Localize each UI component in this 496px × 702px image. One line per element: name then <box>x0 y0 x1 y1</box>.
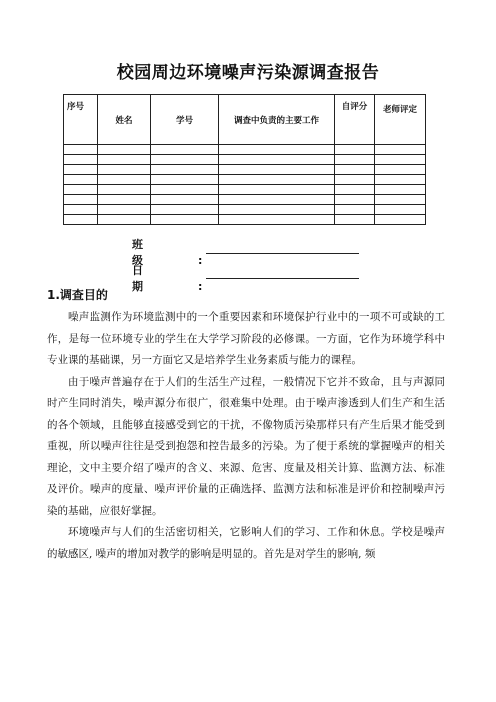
class-colon: : <box>198 254 203 267</box>
table-cell[interactable] <box>64 195 98 205</box>
header-task: 调查中负责的主要工作 <box>219 95 335 145</box>
table-cell[interactable] <box>98 195 151 205</box>
table-cell[interactable] <box>335 195 375 205</box>
paragraph-1: 噪声监测作为环境监测中的一个重要因素和环境保护行业中的一项不可或缺的工作，是每一位环境专业的学生在大学学习阶段的必修课。一方面，它作为环境学科中专业课的基础课，另一方面它又是培养学生业务素质与能力的课程。 <box>47 311 445 366</box>
table-body <box>64 145 426 225</box>
table-cell[interactable] <box>64 205 98 215</box>
table-cell[interactable] <box>219 195 335 205</box>
table-cell[interactable] <box>64 175 98 185</box>
table-cell[interactable] <box>335 155 375 165</box>
table-cell[interactable] <box>151 175 219 185</box>
header-seq: 序号 <box>64 95 98 145</box>
table-cell[interactable] <box>151 165 219 175</box>
table-cell[interactable] <box>375 165 426 175</box>
class-field[interactable] <box>206 253 359 254</box>
table-cell[interactable] <box>98 185 151 195</box>
table-row <box>64 215 426 225</box>
table-cell[interactable] <box>151 215 219 225</box>
date-label: 日 期 <box>132 264 157 293</box>
table-cell[interactable] <box>219 165 335 175</box>
header-name: 姓名 <box>98 95 151 145</box>
section-body <box>47 307 445 565</box>
table-row <box>64 205 426 215</box>
table-cell[interactable] <box>64 165 98 175</box>
header-teacher-score: 老师评定 <box>375 95 426 145</box>
table-cell[interactable] <box>151 155 219 165</box>
table-cell[interactable] <box>335 205 375 215</box>
table-cell[interactable] <box>375 195 426 205</box>
table-cell[interactable] <box>375 185 426 195</box>
report-title: 校园周边环境噪声污染源调查报告 <box>116 63 380 83</box>
table-cell[interactable] <box>151 205 219 215</box>
table-cell[interactable] <box>375 175 426 185</box>
table-cell[interactable] <box>64 215 98 225</box>
table-cell[interactable] <box>335 175 375 185</box>
table-cell[interactable] <box>98 215 151 225</box>
table-row <box>64 165 426 175</box>
table-row <box>64 145 426 155</box>
section-heading: 1.调查目的 <box>47 288 108 302</box>
table-cell[interactable] <box>219 175 335 185</box>
date-row <box>132 262 216 294</box>
table-cell[interactable] <box>219 205 335 215</box>
table-cell[interactable] <box>64 155 98 165</box>
table-cell[interactable] <box>151 185 219 195</box>
table-cell[interactable] <box>335 185 375 195</box>
header-student-id: 学号 <box>151 95 219 145</box>
table-cell[interactable] <box>98 165 151 175</box>
table-row <box>64 185 426 195</box>
date-field[interactable] <box>206 278 359 279</box>
table-cell[interactable] <box>64 185 98 195</box>
table-cell[interactable] <box>98 205 151 215</box>
table-cell[interactable] <box>219 185 335 195</box>
paragraph-3: 环境噪声与人们的生活密切相关，它影响人们的学习、工作和休息。学校是噪声的敏感区, 噪声的增加对教学的影响是明显的。首先是对学生的影响, 频 <box>47 526 445 560</box>
table-row <box>64 195 426 205</box>
table-cell[interactable] <box>151 195 219 205</box>
table-cell[interactable] <box>151 145 219 155</box>
table-cell[interactable] <box>219 145 335 155</box>
table-cell[interactable] <box>219 215 335 225</box>
header-self-score: 自评分 <box>335 95 375 145</box>
table-row <box>64 155 426 165</box>
member-table <box>63 94 426 225</box>
table-header-row <box>64 95 426 145</box>
date-colon: : <box>198 280 203 293</box>
table-cell[interactable] <box>98 175 151 185</box>
table-cell[interactable] <box>64 145 98 155</box>
table-cell[interactable] <box>375 215 426 225</box>
class-label: 班 级 <box>132 238 157 267</box>
table-row <box>64 175 426 185</box>
table-cell[interactable] <box>375 205 426 215</box>
table-cell[interactable] <box>98 155 151 165</box>
table-cell[interactable] <box>375 145 426 155</box>
table-cell[interactable] <box>98 145 151 155</box>
table-cell[interactable] <box>335 165 375 175</box>
table-cell[interactable] <box>335 145 375 155</box>
table-cell[interactable] <box>375 155 426 165</box>
table-cell[interactable] <box>335 215 375 225</box>
table-cell[interactable] <box>219 155 335 165</box>
paragraph-2: 由于噪声普遍存在于人们的生活生产过程，一般情况下它并不致命，且与声源同时产生同时消失，噪声源分布很广，很难集中处理。由于噪声渗透到人们生产和生活的各个领域，且能够直接感受到它的干扰，不像物质污染那样只有产生后果才能受到重视，所以噪声往往是受到抱怨和控告最多的污染。为了便于系统的掌握噪声的相关理论，文中主要介绍了噪声的含义、来源、危害、度量及相关计算、监测方法、标准及评价。噪声的度量、噪声评价量的正确选择、监测方法和标准是评价和控制噪声污染的基础，应很好掌握。 <box>47 375 445 517</box>
